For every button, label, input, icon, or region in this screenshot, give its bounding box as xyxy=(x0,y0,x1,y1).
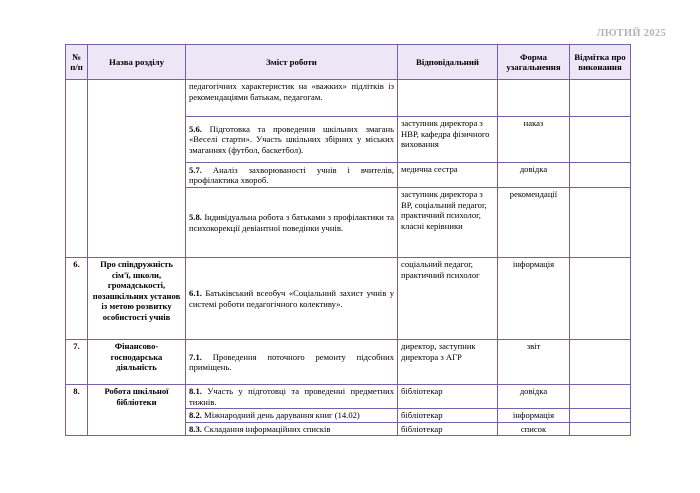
item-code: 5.6. xyxy=(189,123,202,134)
cell-section: Про співдружність сім'ї, школи, громадськості, позашкільних установ із метою розвитку особистості учнів xyxy=(88,258,186,340)
col-header-mark: Відмітка про виконання xyxy=(570,45,631,80)
cell-section xyxy=(88,80,186,258)
cell-form: інформація xyxy=(498,409,570,423)
cell-content xyxy=(186,385,398,409)
cell-content xyxy=(186,422,398,436)
cell-form xyxy=(498,80,570,117)
table-row xyxy=(66,340,631,385)
cell-responsible: заступник директора з ВР, соціальний педагог, практичний психолог, класні керівники xyxy=(398,188,498,258)
table-row xyxy=(66,385,631,409)
cell-content xyxy=(186,258,398,340)
cell-section: Робота шкільної бібліотеки xyxy=(88,385,186,436)
month-header: ЛЮТИЙ 2025 xyxy=(596,28,666,39)
cell-form: наказ xyxy=(498,117,570,163)
content-text: Міжнародний день дарування книг (14.02) xyxy=(204,410,360,420)
content-text: Аналіз захворюваності учнів і вчителів, профілактика хвороб. xyxy=(189,164,394,185)
content-text: Підготовка та проведення шкільних змагань «Веселі старти». Участь шкільних збірних у міських змаганнях (футбол, баскетбол). xyxy=(189,123,394,155)
cell-mark xyxy=(570,163,631,188)
item-code: 6.1. xyxy=(189,288,202,298)
item-code: 5.7. xyxy=(189,164,202,175)
cell-form: довідка xyxy=(498,385,570,409)
cell-form: інформація xyxy=(498,258,570,340)
cell-content xyxy=(186,409,398,423)
cell-form: довідка xyxy=(498,163,570,188)
work-plan-table xyxy=(65,44,631,436)
cell-num: 6. xyxy=(66,258,88,340)
cell-mark xyxy=(570,117,631,163)
item-code: 8.2. xyxy=(189,410,202,420)
item-code: 8.3. xyxy=(189,423,202,434)
cell-mark xyxy=(570,80,631,117)
table-row xyxy=(66,80,631,117)
col-header-section: Назва розділу xyxy=(88,45,186,80)
cell-num xyxy=(66,80,88,258)
cell-responsible: директор, заступник директора з АГР xyxy=(398,340,498,385)
cell-responsible: бібліотекар xyxy=(398,409,498,423)
cell-content xyxy=(186,117,398,163)
content-text: Складання інформаційних списків xyxy=(204,423,331,434)
cell-content xyxy=(186,188,398,258)
item-code: 7.1. xyxy=(189,351,202,362)
content-text: Участь у підготовці та проведенні предметних тижнів. xyxy=(189,386,394,407)
cell-form: звіт xyxy=(498,340,570,385)
content-text: Індивідуальна робота з батьками з профілактики та психокорекції девіантної поведінки учнів. xyxy=(189,212,394,233)
item-code: 8.1. xyxy=(189,386,202,396)
cell-form: список xyxy=(498,422,570,436)
col-header-content: Зміст роботи xyxy=(186,45,398,80)
cell-num: 8. xyxy=(66,385,88,436)
cell-mark xyxy=(570,385,631,409)
content-text: Проведення поточного ремонту підсобних приміщень. xyxy=(189,351,394,372)
item-code: 5.8. xyxy=(189,212,202,222)
cell-form: рекомендації xyxy=(498,188,570,258)
col-header-num: № п/п xyxy=(66,45,88,80)
table-row xyxy=(66,258,631,340)
cell-mark xyxy=(570,422,631,436)
cell-mark xyxy=(570,409,631,423)
content-text: Батьківський всеобуч «Соціальний захист учнів у системі роботи педагогічного колективу». xyxy=(189,288,394,309)
cell-mark xyxy=(570,340,631,385)
cell-content xyxy=(186,80,398,117)
cell-content xyxy=(186,340,398,385)
cell-responsible: соціальний педагог, практичний психолог xyxy=(398,258,498,340)
cell-responsible xyxy=(398,80,498,117)
cell-responsible: заступник директора з НВР, кафедра фізичного виховання xyxy=(398,117,498,163)
cell-mark xyxy=(570,258,631,340)
cell-section: Фінансово-господарська діяльність xyxy=(88,340,186,385)
col-header-responsible: Відповідальний xyxy=(398,45,498,80)
cell-num: 7. xyxy=(66,340,88,385)
cell-responsible: бібліотекар xyxy=(398,385,498,409)
header-row xyxy=(66,45,631,80)
cell-mark xyxy=(570,188,631,258)
content-text: педагогічних характеристик на «важких» підлітків із рекомендаціями батькам, педагогам. xyxy=(189,81,394,102)
col-header-form: Форма узагальнення xyxy=(498,45,570,80)
cell-content xyxy=(186,163,398,188)
cell-responsible: бібліотекар xyxy=(398,422,498,436)
cell-responsible: медична сестра xyxy=(398,163,498,188)
